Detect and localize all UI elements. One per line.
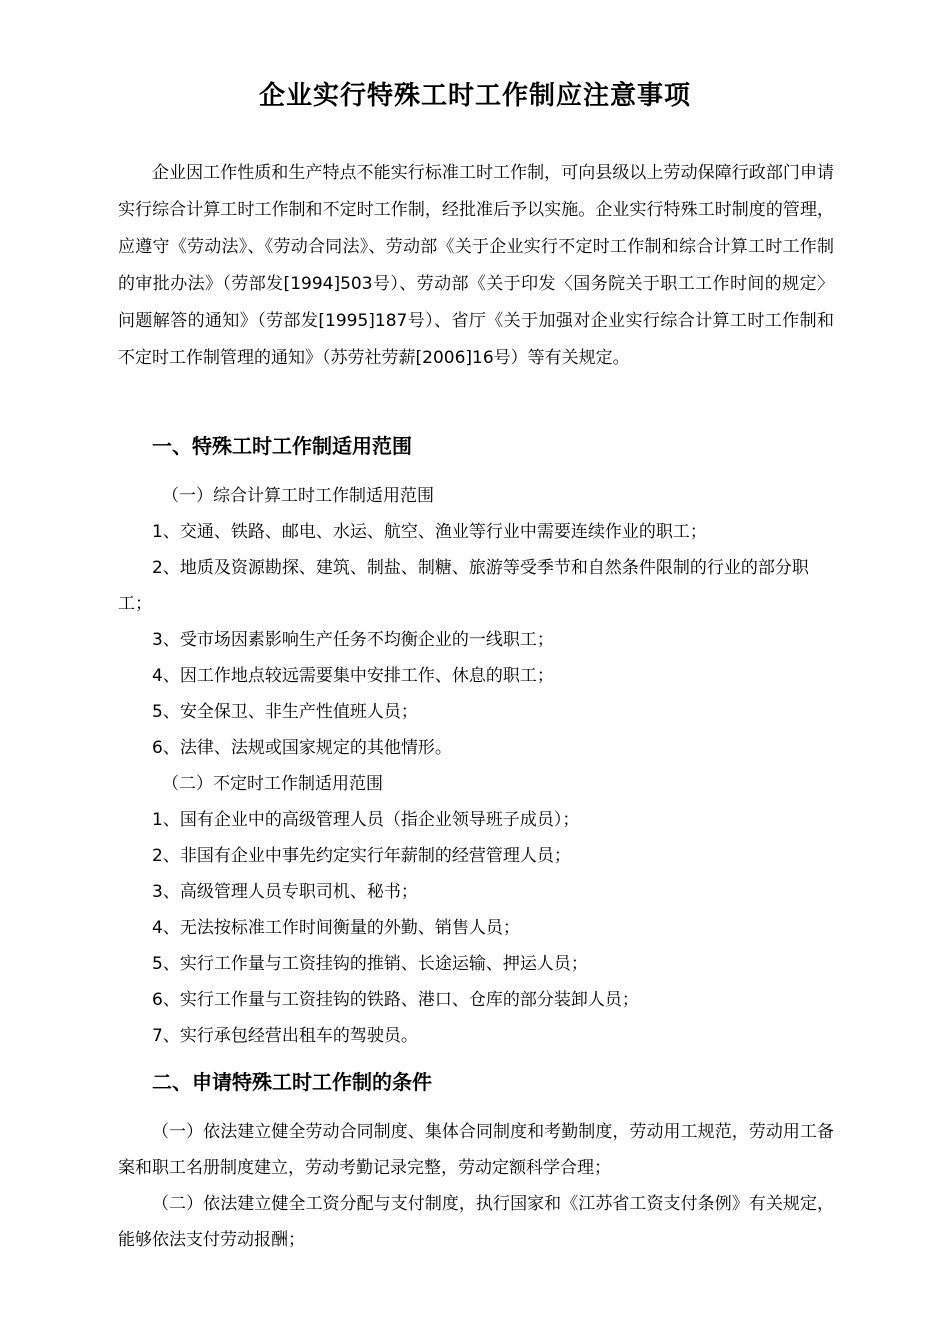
list-item: 7、实行承包经营出租车的驾驶员。 <box>152 1026 418 1046</box>
list-item: 3、高级管理人员专职司机、秘书； <box>152 882 418 902</box>
section1-heading: 一、特殊工时工作制适用范围 <box>152 434 412 458</box>
section1-sub1-label: （一）综合计算工时工作制适用范围 <box>162 486 434 506</box>
list-item: 5、实行工作量与工资挂钩的推销、长途运输、押运人员； <box>152 954 588 974</box>
list-item: 2、非国有企业中事先约定实行年薪制的经营管理人员； <box>152 846 571 866</box>
section1-sub2-label: （二）不定时工作制适用范围 <box>162 774 383 794</box>
list-item: 4、无法按标准工作时间衡量的外勤、销售人员； <box>152 918 520 938</box>
list-item: 3、受市场因素影响生产任务不均衡企业的一线职工； <box>152 630 554 650</box>
list-item: 5、安全保卫、非生产性值班人员； <box>152 702 418 722</box>
list-item: 1、国有企业中的高级管理人员（指企业领导班子成员）； <box>152 810 580 830</box>
section2-item: （一）依法建立健全劳动合同制度、集体合同制度和考勤制度，劳动用工规范，劳动用工备案和职工名册制度建立，劳动考勤记录完整，劳动定额科学合理； <box>118 1122 834 1178</box>
list-item: 6、法律、法规或国家规定的其他情形。 <box>152 738 452 758</box>
list-item: 1、交通、铁路、邮电、水运、航空、渔业等行业中需要连续作业的职工； <box>152 522 707 542</box>
section2-item: （二）依法建立健全工资分配与支付制度，执行国家和《江苏省工资支付条例》有关规定，能够依法支付劳动报酬； <box>118 1194 834 1250</box>
section2-heading: 二、申请特殊工时工作制的条件 <box>152 1070 432 1094</box>
document-title: 企业实行特殊工时工作制应注意事项 <box>258 81 691 111</box>
list-item: 2、地质及资源勘探、建筑、制盐、制糖、旅游等受季节和自然条件限制的行业的部分职工； <box>118 558 809 614</box>
list-item: 4、因工作地点较远需要集中安排工作、休息的职工； <box>152 666 554 686</box>
list-item: 6、实行工作量与工资挂钩的铁路、港口、仓库的部分装卸人员； <box>152 990 639 1010</box>
intro-paragraph: 企业因工作性质和生产特点不能实行标准工时工作制，可向县级以上劳动保障行政部门申请实行综合计算工时工作制和不定时工作制，经批准后予以实施。企业实行特殊工时制度的管理，应遵守《劳动法》、《劳动合同法》、劳动部《关于企业实行不定时工作制和综合计算工时工作制的审批办法》（劳部发[1994]503号）、劳动部《关于印发〈国务院关于职工工作时间的规定〉问题解答的通知》（劳部发[1995]187号）、省厅《关于加强对企业实行综合计算工时工作制和不定时工作制管理的通知》（苏劳社劳薪[2006]16号）等有关规定。 <box>118 163 834 368</box>
